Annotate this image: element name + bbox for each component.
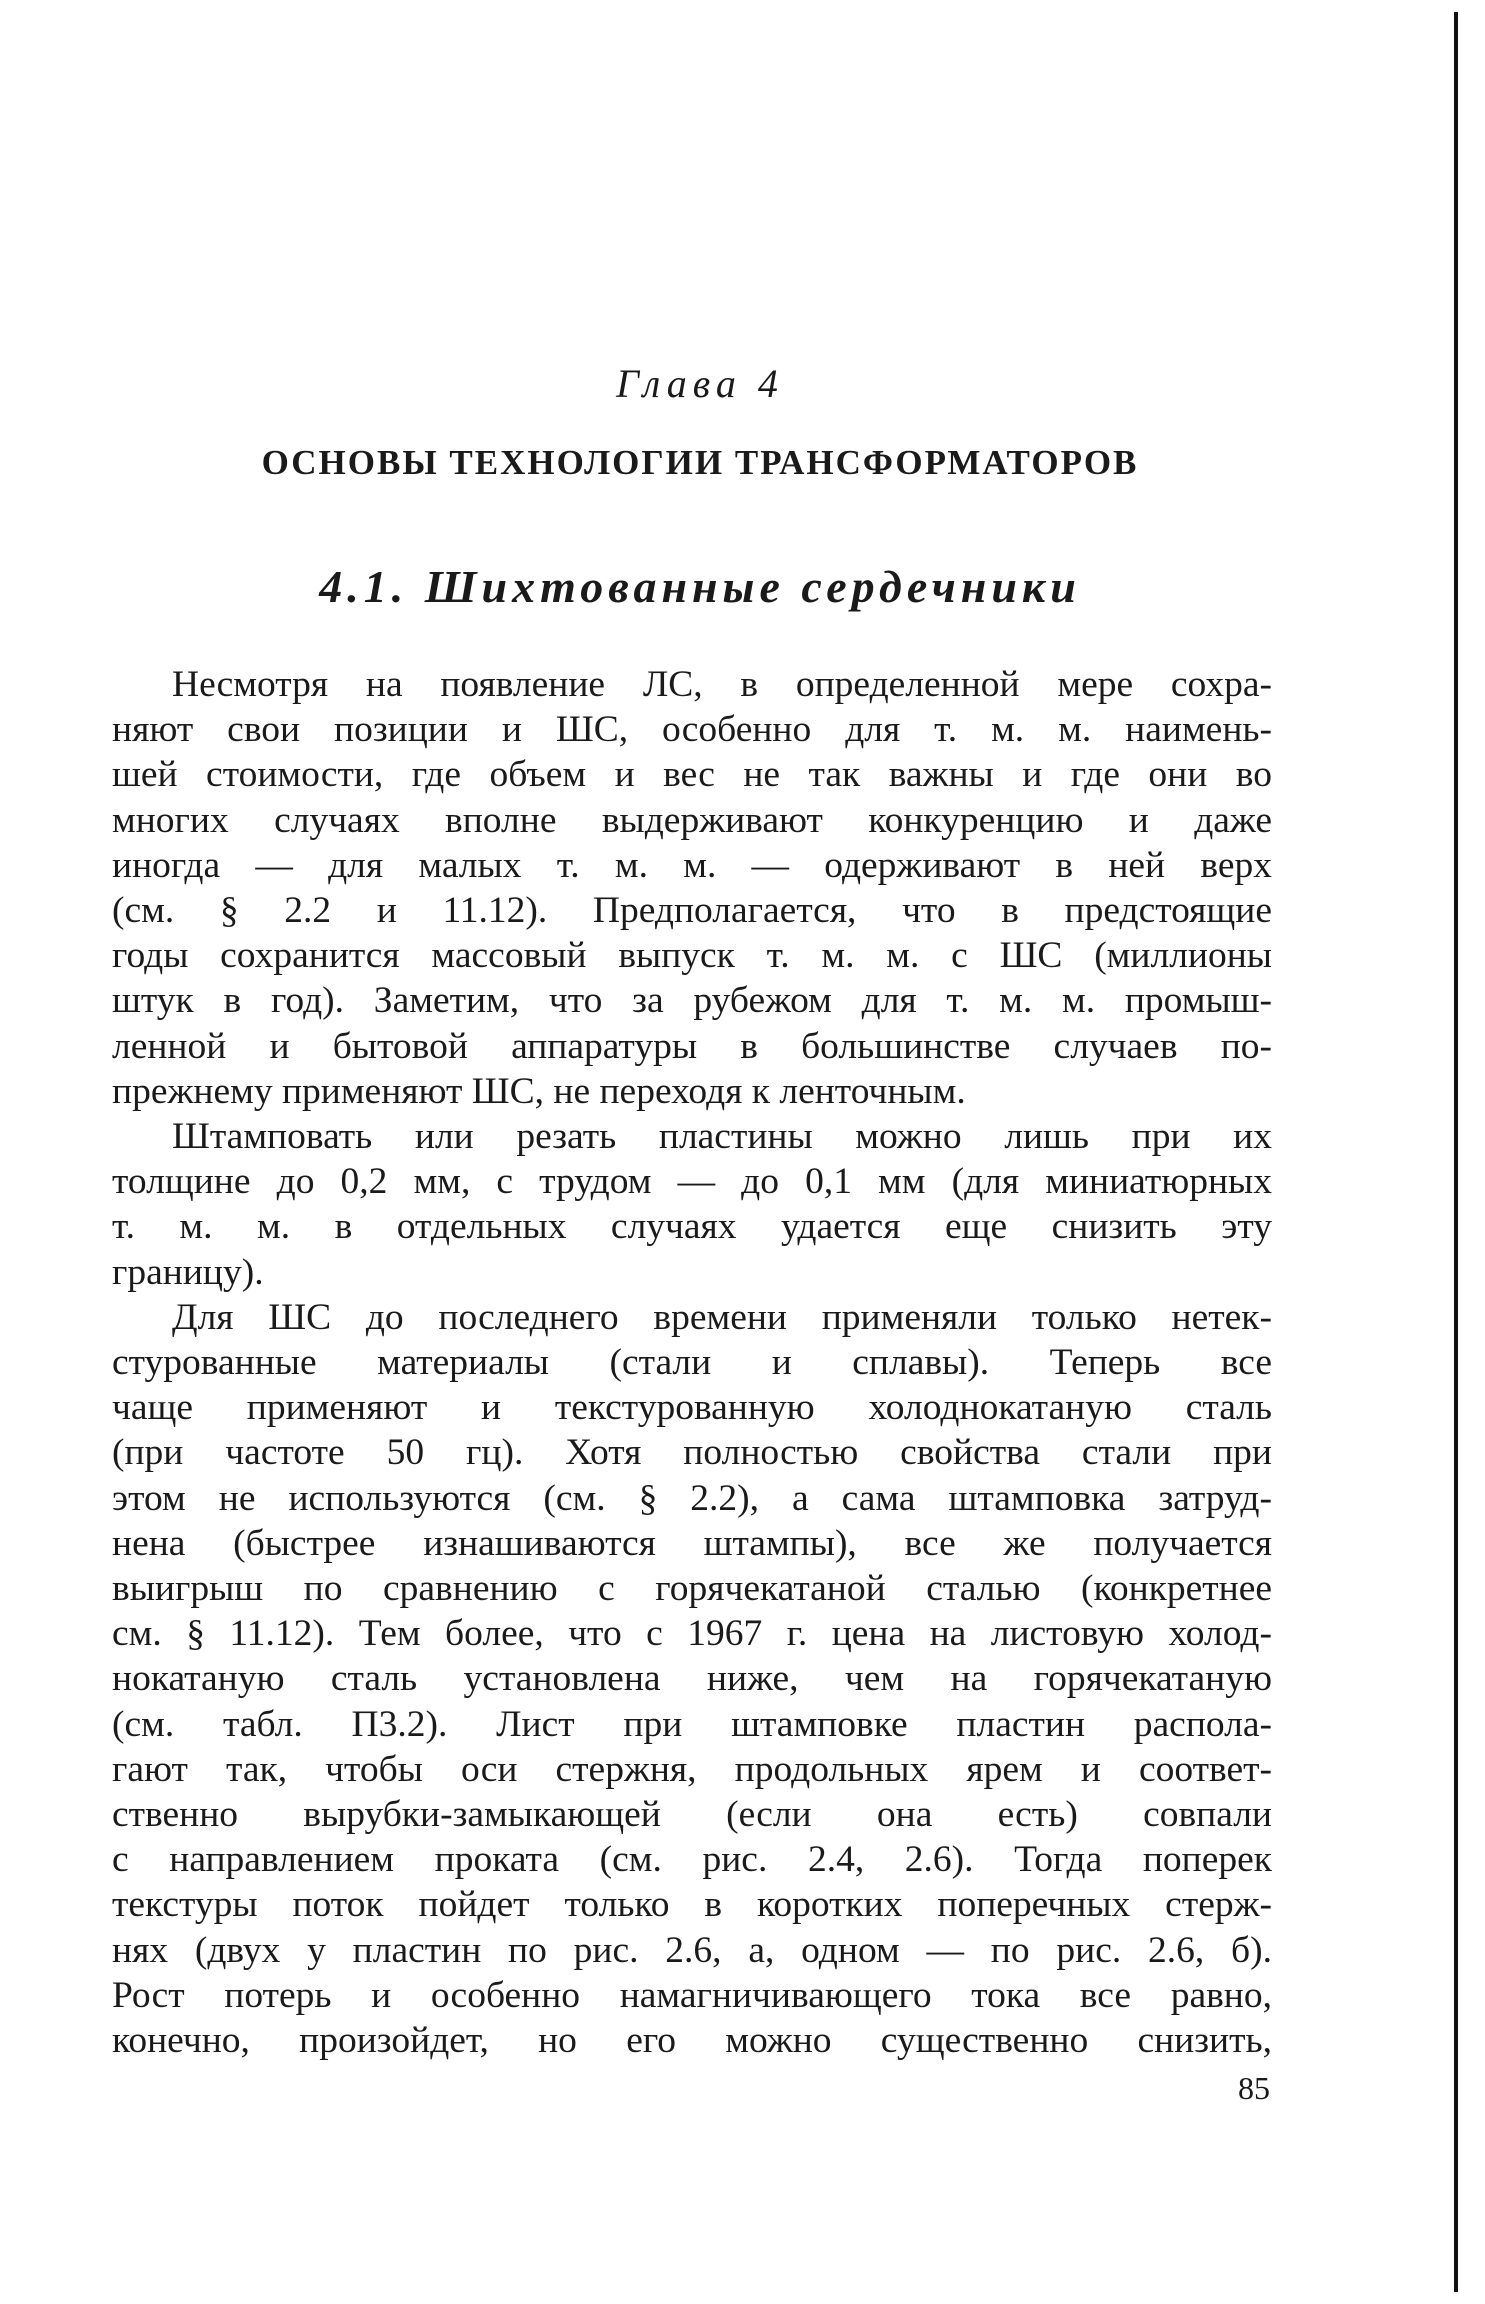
text-line: (см. § 2.2 и 11.12). Предполагается, что в предстоящие [112,890,1272,932]
text-line: Рост потерь и особенно намагничивающего тока все равно, [112,1974,1272,2016]
text-line: гают так, чтобы оси стержня, продольных ярем и соответ- [112,1748,1272,1790]
text-line: годы сохранится массовый выпуск т. м. м. с ШС (миллионы [112,935,1272,977]
text-line: Для ШС до последнего времени применяли только нетек- [172,1296,1272,1338]
text-line: конечно, произойдет, но его можно существенно снизить, [112,2020,1272,2062]
paragraph-3 [112,1295,1272,2063]
text-line: (см. табл. П3.2). Лист при штамповке пластин распола- [112,1703,1272,1745]
text-line: Несмотря на появление ЛС, в определенной мере сохра- [172,664,1272,705]
text-line: выигрыш по сравнению с горячекатаной сталью (конкретнее [112,1568,1272,1610]
text-line: многих случаях вполне выдерживают конкуренцию и даже [112,799,1272,841]
body-text [112,662,1272,2063]
text-line: нокатаную сталь установлена ниже, чем на горячекатаную [112,1658,1272,1700]
paragraph-1 [112,662,1272,1114]
text-line: (при частоте 50 гц). Хотя полностью свойства стали при [112,1432,1272,1474]
text-line: этом не используются (см. § 2.2), а сама штамповка затруд- [112,1477,1272,1519]
paragraph-2 [112,1114,1272,1295]
text-line: штук в год). Заметим, что за рубежом для т. м. м. промыш- [112,980,1272,1022]
text-line: няют свои позиции и ШС, особенно для т. м. м. наимень- [112,709,1272,751]
text-line: ственно вырубки-замыкающей (если она есть) совпали [112,1794,1272,1836]
text-line: чаще применяют и текстурованную холоднокатаную сталь [112,1387,1272,1429]
text-line: шей стоимости, где объем и вес не так важны и где они во [112,754,1272,796]
text-line: Штамповать или резать пластины можно лишь при их [172,1116,1272,1158]
text-line: см. § 11.12). Тем более, что с 1967 г. цена на листовую холод- [112,1613,1272,1655]
chapter-title: ОСНОВЫ ТЕХНОЛОГИИ ТРАНСФОРМАТОРОВ [261,443,1139,482]
text-line: текстуры поток пойдет только в коротких поперечных стерж- [112,1884,1272,1926]
text-line: с направлением проката (см. рис. 2.4, 2.6). Тогда поперек [112,1839,1272,1881]
text-line: границу). [112,1251,264,1293]
section-title: 4.1. Шихтованные сердечники [319,561,1081,612]
page-edge-binding-line [1454,12,1458,2292]
text-line: ленной и бытовой аппаратуры в большинстве случаев по- [112,1025,1272,1067]
chapter-label: Глава 4 [616,361,784,406]
text-line: стурованные материалы (стали и сплавы). Теперь все [112,1342,1272,1384]
text-line: нена (быстрее изнашиваются штампы), все же получается [112,1522,1272,1564]
text-line: нях (двух у пластин по рис. 2.6, а, одном — по рис. 2.6, б). [112,1929,1272,1971]
text-line: т. м. м. в отдельных случаях удается еще снизить эту [112,1206,1272,1248]
text-line: толщине до 0,2 мм, с трудом — до 0,1 мм (для миниатюрных [112,1161,1272,1203]
text-line: иногда — для малых т. м. м. — одерживают в ней верх [112,844,1272,886]
text-line: прежнему применяют ШС, не переходя к ленточным. [112,1070,966,1112]
page-number: 85 [1238,2070,1270,2106]
